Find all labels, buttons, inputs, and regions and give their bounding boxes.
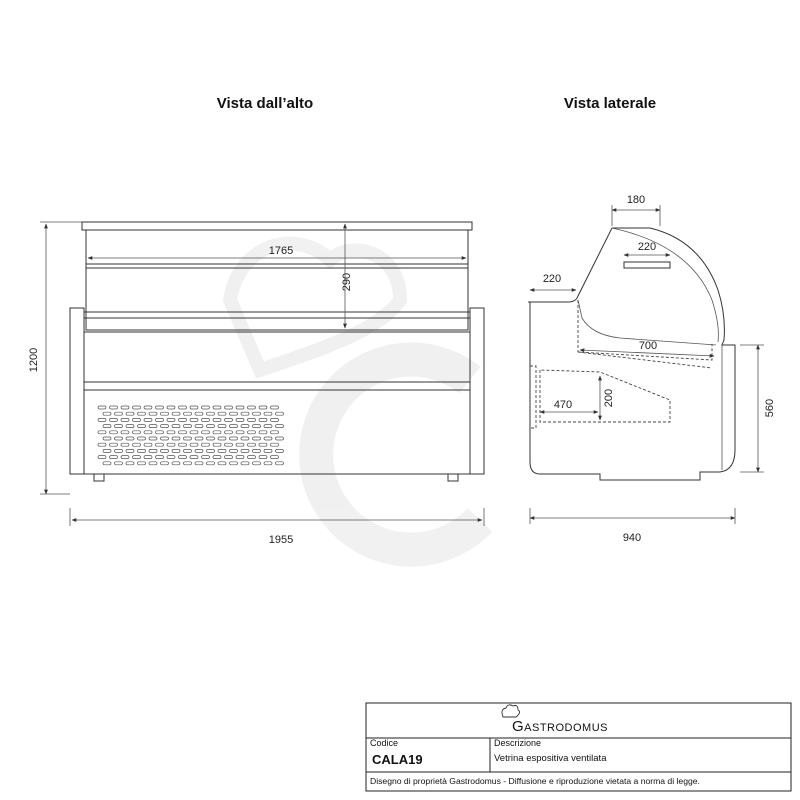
- dim-shelf-depth: 220: [637, 241, 657, 253]
- vent-slot: [271, 418, 279, 421]
- right-side-panel: [470, 308, 484, 474]
- vent-slot: [126, 412, 134, 415]
- vent-slot: [133, 418, 141, 421]
- vent-slot: [253, 462, 261, 465]
- left-side-panel: [70, 308, 84, 474]
- vent-slot: [167, 406, 175, 409]
- vent-slot: [133, 406, 141, 409]
- vent-slot: [103, 462, 111, 465]
- vent-slot: [190, 443, 198, 446]
- codice-label: Codice: [370, 738, 399, 748]
- vent-slot: [167, 418, 175, 421]
- dim-reserve-height: 200: [603, 388, 615, 408]
- vent-slot: [218, 412, 226, 415]
- front-view: [28, 222, 484, 546]
- footer-note: Disegno di proprietà Gastrodomus - Diffusione e riproduzione vietata a norma di legge.: [370, 776, 700, 786]
- vent-slot: [218, 449, 226, 452]
- side-profile: [528, 228, 735, 480]
- vent-slot: [248, 456, 256, 459]
- vent-slot: [98, 456, 106, 459]
- vent-slot: [207, 412, 215, 415]
- vent-slot: [103, 449, 111, 452]
- vent-slot: [202, 431, 210, 434]
- side-view: [528, 194, 776, 544]
- vent-slot: [98, 443, 106, 446]
- vent-slot: [110, 431, 118, 434]
- vent-slot: [271, 431, 279, 434]
- vent-slot: [138, 437, 146, 440]
- vent-slot: [259, 406, 267, 409]
- vent-slot: [144, 456, 152, 459]
- vent-slot: [202, 443, 210, 446]
- vent-slot: [253, 425, 261, 428]
- vent-slot: [248, 418, 256, 421]
- vent-slot: [121, 431, 129, 434]
- vent-slot: [213, 418, 221, 421]
- vent-slot: [179, 431, 187, 434]
- vent-slot: [110, 456, 118, 459]
- vent-slot: [207, 425, 215, 428]
- vent-slot: [161, 437, 169, 440]
- vent-slot: [190, 431, 198, 434]
- vent-slot: [133, 443, 141, 446]
- vent-slot: [213, 406, 221, 409]
- vent-slot: [115, 425, 123, 428]
- vent-slot: [253, 449, 261, 452]
- vent-slot: [172, 412, 180, 415]
- vent-slot: [241, 449, 249, 452]
- vent-slot: [103, 437, 111, 440]
- vent-slot: [248, 431, 256, 434]
- vent-slot: [121, 418, 129, 421]
- vent-slot: [264, 449, 272, 452]
- vent-slot: [103, 412, 111, 415]
- vent-slot: [172, 462, 180, 465]
- vent-slot: [110, 443, 118, 446]
- top-shelf: [624, 262, 670, 268]
- vent-slot: [259, 418, 267, 421]
- vent-slot: [225, 456, 233, 459]
- vent-slot: [133, 456, 141, 459]
- vent-slot: [271, 406, 279, 409]
- chef-hat-logo: [502, 705, 520, 717]
- vent-slot: [156, 406, 164, 409]
- vent-slot: [167, 431, 175, 434]
- vent-slot: [121, 443, 129, 446]
- vent-slot: [179, 418, 187, 421]
- vent-slot: [167, 443, 175, 446]
- vent-slot: [271, 443, 279, 446]
- vent-slot: [207, 437, 215, 440]
- vent-slot: [179, 456, 187, 459]
- vent-slot: [207, 462, 215, 465]
- vent-slot: [184, 437, 192, 440]
- vent-slot: [161, 449, 169, 452]
- foot-right: [448, 474, 458, 481]
- vent-slot: [190, 406, 198, 409]
- dim-reserve-depth: 470: [553, 399, 573, 411]
- vent-slot: [138, 412, 146, 415]
- codice-value: CALA19: [372, 752, 423, 767]
- vent-slot: [149, 449, 157, 452]
- vent-slot: [190, 418, 198, 421]
- dim-top-depth: 180: [626, 194, 646, 206]
- vent-slot: [126, 462, 134, 465]
- dim-glass-width: 1765: [268, 245, 294, 257]
- vent-slot: [259, 431, 267, 434]
- vent-slot: [121, 456, 129, 459]
- vent-slot: [213, 443, 221, 446]
- vent-slot: [202, 406, 210, 409]
- vent-slot: [236, 406, 244, 409]
- vent-slot: [248, 406, 256, 409]
- vent-slot: [218, 437, 226, 440]
- vent-slot: [225, 406, 233, 409]
- vent-slot: [144, 431, 152, 434]
- vent-slot: [264, 437, 272, 440]
- foot-left: [94, 474, 104, 481]
- descrizione-value: Vetrina espositiva ventilata: [494, 753, 607, 764]
- vent-slot: [133, 431, 141, 434]
- vent-slot: [218, 425, 226, 428]
- dim-glass-height: 290: [341, 272, 353, 292]
- vent-slot: [195, 425, 203, 428]
- vent-slot: [144, 406, 152, 409]
- vent-slot: [179, 406, 187, 409]
- vent-slot: [230, 449, 238, 452]
- vent-slot: [126, 425, 134, 428]
- vent-slot: [144, 418, 152, 421]
- vent-slot: [156, 443, 164, 446]
- vent-slot: [195, 412, 203, 415]
- vent-slot: [98, 431, 106, 434]
- dim-total-height: 1200: [28, 347, 40, 373]
- vent-slot: [98, 418, 106, 421]
- vent-slot: [156, 431, 164, 434]
- vent-slot: [264, 425, 272, 428]
- canopy-top: [82, 222, 472, 230]
- vent-slot: [161, 412, 169, 415]
- vent-slot: [179, 443, 187, 446]
- vent-slot: [264, 462, 272, 465]
- vent-slot: [248, 443, 256, 446]
- vent-slot: [138, 449, 146, 452]
- vent-slot: [149, 462, 157, 465]
- vent-slot: [195, 462, 203, 465]
- vent-slot: [202, 418, 210, 421]
- brand-name: Gastrodomus: [512, 718, 609, 735]
- vent-slot: [184, 462, 192, 465]
- vent-slot: [115, 462, 123, 465]
- vent-slot: [241, 425, 249, 428]
- vent-slot: [230, 437, 238, 440]
- vent-slot: [236, 456, 244, 459]
- vent-slot: [230, 412, 238, 415]
- vent-slot: [172, 449, 180, 452]
- ventilation-grille: [98, 406, 284, 465]
- vent-slot: [236, 443, 244, 446]
- vent-slot: [276, 437, 284, 440]
- vent-slot: [144, 443, 152, 446]
- vent-slot: [172, 437, 180, 440]
- vent-slot: [121, 406, 129, 409]
- dim-rear-depth: 220: [542, 273, 562, 285]
- vent-slot: [161, 425, 169, 428]
- vent-slot: [172, 425, 180, 428]
- vent-slot: [259, 456, 267, 459]
- vent-slot: [126, 449, 134, 452]
- vent-slot: [276, 462, 284, 465]
- vent-slot: [225, 418, 233, 421]
- vent-slot: [276, 449, 284, 452]
- vent-slot: [190, 456, 198, 459]
- vent-slot: [110, 406, 118, 409]
- vent-slot: [253, 412, 261, 415]
- vent-slot: [115, 449, 123, 452]
- vent-slot: [276, 412, 284, 415]
- vent-slot: [213, 431, 221, 434]
- vent-slot: [149, 425, 157, 428]
- vent-slot: [98, 406, 106, 409]
- vent-slot: [202, 456, 210, 459]
- dim-side-depth: 940: [622, 532, 642, 544]
- vent-slot: [259, 443, 267, 446]
- descrizione-label: Descrizione: [494, 738, 542, 748]
- base-body: [84, 390, 470, 474]
- vent-slot: [184, 412, 192, 415]
- vent-slot: [156, 456, 164, 459]
- gastrodomus-watermark: [230, 244, 480, 550]
- vent-slot: [241, 437, 249, 440]
- vent-slot: [115, 437, 123, 440]
- vent-slot: [207, 449, 215, 452]
- vent-slot: [110, 418, 118, 421]
- vent-slot: [253, 437, 261, 440]
- vent-slot: [271, 456, 279, 459]
- vent-slot: [138, 462, 146, 465]
- vent-slot: [241, 462, 249, 465]
- side-view-title: Vista laterale: [563, 95, 657, 112]
- vent-slot: [195, 449, 203, 452]
- top-view-title: Vista dall’alto: [216, 95, 314, 112]
- dim-total-width: 1955: [268, 534, 294, 546]
- vent-slot: [276, 425, 284, 428]
- vent-slot: [264, 412, 272, 415]
- vent-slot: [213, 456, 221, 459]
- vent-slot: [225, 443, 233, 446]
- title-block: [366, 703, 791, 791]
- vent-slot: [184, 449, 192, 452]
- vent-slot: [115, 412, 123, 415]
- vent-slot: [167, 456, 175, 459]
- vent-slot: [236, 431, 244, 434]
- vent-slot: [184, 425, 192, 428]
- vent-slot: [156, 418, 164, 421]
- vent-slot: [138, 425, 146, 428]
- vent-slot: [230, 425, 238, 428]
- vent-slot: [241, 412, 249, 415]
- dim-counter-height: 560: [764, 398, 776, 418]
- vent-slot: [225, 431, 233, 434]
- vent-slot: [236, 418, 244, 421]
- vent-slot: [195, 437, 203, 440]
- vent-slot: [161, 462, 169, 465]
- vent-slot: [218, 462, 226, 465]
- vent-slot: [230, 462, 238, 465]
- dim-display-depth: 700: [638, 340, 658, 352]
- vent-slot: [149, 437, 157, 440]
- vent-slot: [126, 437, 134, 440]
- vent-slot: [103, 425, 111, 428]
- vent-slot: [149, 412, 157, 415]
